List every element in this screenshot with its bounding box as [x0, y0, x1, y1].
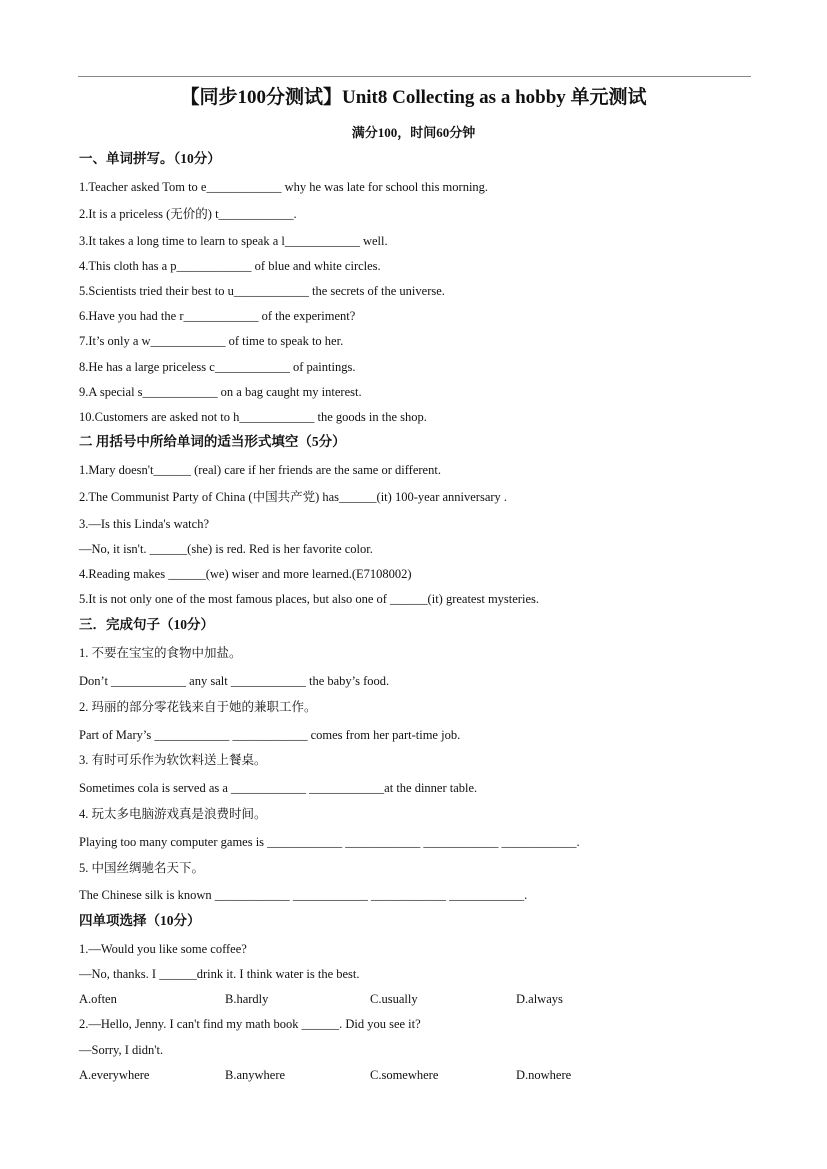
page-title: 【同步100分测试】Unit8 Collecting as a hobby 单元测试 [180, 87, 647, 108]
question-line: Part of Mary’s ____________ ____________ comes from her part-time job. [79, 728, 461, 742]
question-line: 5.Scientists tried their best to u____________ the secrets of the universe. [79, 284, 445, 298]
question-line: Playing too many computer games is ____________ ____________ ____________ ____________. [79, 835, 580, 849]
question-line: 5.It is not only one of the most famous places, but also one of ______(it) greatest mysteries. [79, 592, 539, 606]
question-line: 1.Mary doesn't______ (real) care if her friends are the same or different. [79, 463, 441, 477]
question-line: 2.It is a priceless (无价的) t____________. [79, 207, 297, 221]
question-line: 6.Have you had the r____________ of the experiment? [79, 309, 356, 323]
option-a: A.often [79, 992, 117, 1006]
question-line: 4.This cloth has a p____________ of blue and white circles. [79, 259, 381, 273]
option-a: A.everywhere [79, 1068, 150, 1082]
page-subtitle: 满分100，时间60分钟 [351, 125, 476, 140]
option-d: D.always [516, 992, 563, 1006]
question-line: 4.Reading makes ______(we) wiser and more learned.(E7108002) [79, 567, 412, 581]
question-line: 5. 中国丝绸驰名天下。 [79, 861, 205, 875]
question-line: —No, it isn't. ______(she) is red. Red is her favorite color. [79, 542, 373, 556]
question-line: 1.Teacher asked Tom to e____________ why he was late for school this morning. [79, 180, 489, 194]
question-line: The Chinese silk is known ____________ ____________ ____________ ____________. [79, 888, 528, 902]
question-line: 9.A special s____________ on a bag caught my interest. [79, 385, 362, 399]
question-line: Don’t ____________ any salt ____________ the baby’s food. [79, 674, 390, 688]
question-line: 3.It takes a long time to learn to speak a l____________ well. [79, 234, 388, 248]
question-line: —Sorry, I didn't. [79, 1043, 164, 1057]
question-line: —No, thanks. I ______drink it. I think water is the best. [79, 967, 360, 981]
question-line: 1. 不要在宝宝的食物中加盐。 [79, 646, 242, 660]
question-line: 7.It’s only a w____________ of time to speak to her. [79, 334, 344, 348]
question-line: 3. 有时可乐作为软饮料送上餐桌。 [79, 753, 267, 767]
option-b: B.hardly [225, 992, 269, 1006]
question-line: 8.He has a large priceless c____________ of paintings. [79, 360, 356, 374]
option-b: B.anywhere [225, 1068, 286, 1082]
option-c: C.usually [370, 992, 418, 1006]
section-heading-1: 一、单词拼写。（10分） [79, 151, 221, 166]
question-line: 3.—Is this Linda's watch? [79, 517, 210, 531]
question-line: 2.—Hello, Jenny. I can't find my math book ______. Did you see it? [79, 1017, 421, 1031]
section-heading-2: 二 用括号中所给单词的适当形式填空（5分） [79, 434, 346, 449]
question-line: Sometimes cola is served as a ____________ ____________at the dinner table. [79, 781, 478, 795]
section-heading-4: 四单项选择（10分） [79, 913, 201, 928]
question-line: 1.—Would you like some coffee? [79, 942, 247, 956]
question-line: 4. 玩太多电脑游戏真是浪费时间。 [79, 807, 267, 821]
question-line: 2. 玛丽的部分零花钱来自于她的兼职工作。 [79, 700, 317, 714]
top-rule [78, 76, 751, 77]
question-line: 2.The Communist Party of China (中国共产党) has______(it) 100-year anniversary . [79, 490, 508, 504]
section-heading-3: 三．完成句子（10分） [79, 617, 214, 632]
option-c: C.somewhere [370, 1068, 439, 1082]
option-d: D.nowhere [516, 1068, 572, 1082]
question-line: 10.Customers are asked not to h____________ the goods in the shop. [79, 410, 427, 424]
